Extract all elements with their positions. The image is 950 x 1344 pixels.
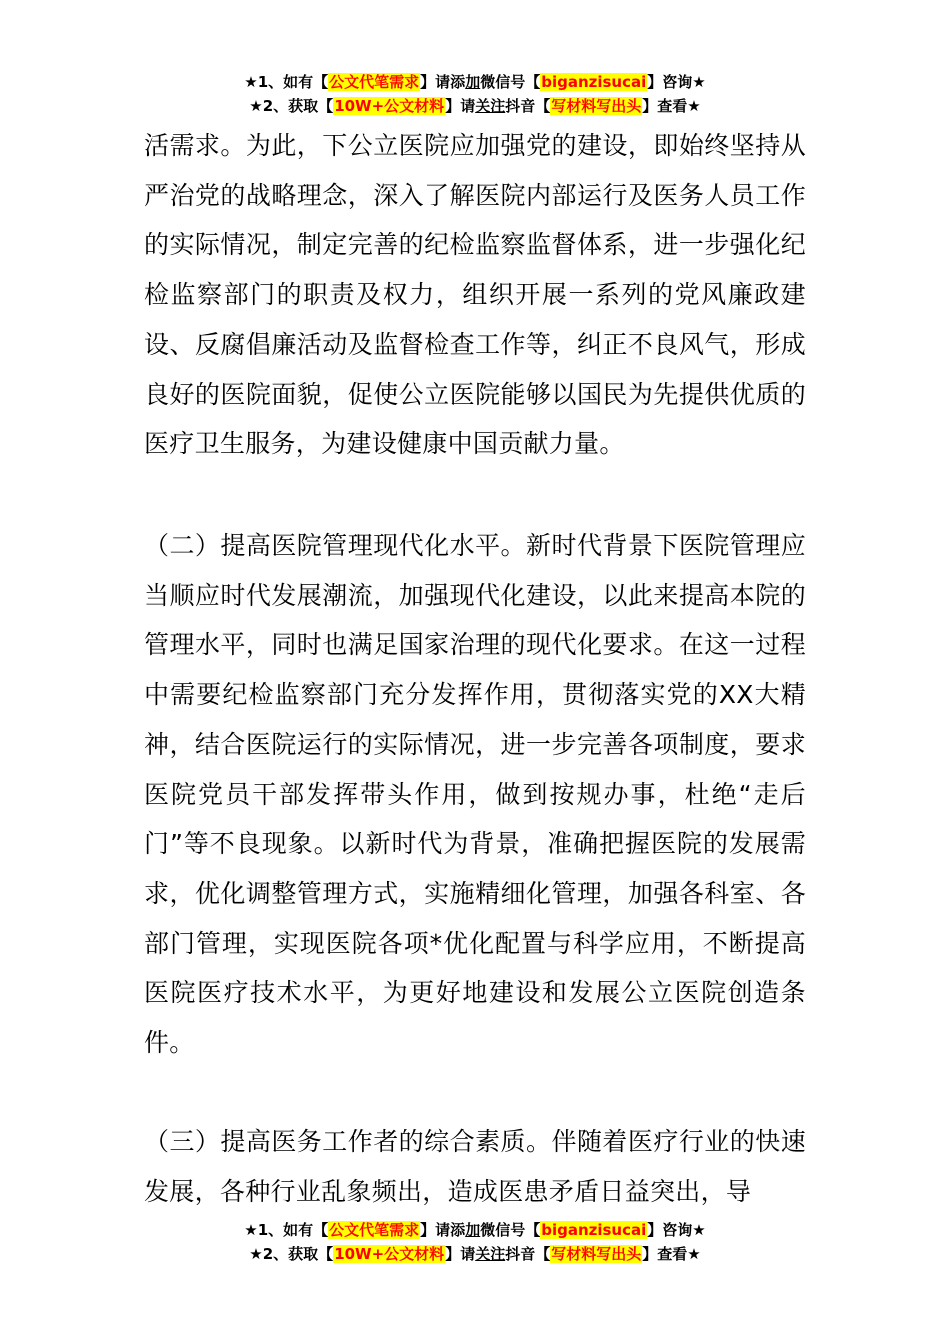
paragraph-2: （二）提高医院管理现代化水平。新时代背景下医院管理应当顺应时代发展潮流，加强现代化建设，以此来提高本院的管理水平，同时也满足国家治理的现代化要求。在这一过程中需要纪检监察部门充分发挥作用，贯彻落实党的XX大精神，结合医院运行的实际情况，进一步完善各项制度，要求医院党员干部发挥带头作用，做到按规办事，杜绝“走后门”等不良现象。以新时代为背景，准确把握医院的发展需求，优化调整管理方式，实施精细化管理，加强各科室、各部门管理，实现医院各项*优化配置与科学应用，不断提高医院医疗技术水平，为更好地建设和发展公立医院创造条件。 [144,531,806,1058]
banner-text: 微信号【 [480,73,541,91]
banner-highlight: 10W+公文材料 [334,1245,445,1263]
banner-text: 】请添 [420,73,466,91]
paragraph-1: 活需求。为此，下公立医院应加强党的建设，即始终坚持从严治党的战略理念，深入了解医院内部运行及医务人员工作的实际情况，制定完善的纪检监察监督体系，进一步强化纪检监察部门的职责及权力，组织开展一系列的党风廉政建设、反腐倡廉活动及监督检查工作等，纠正不良风气，形成良好的医院面貌，促使公立医院能够以国民为先提供优质的医疗卫生服务，为建设健康中国贡献力量。 [144,131,806,459]
banner-text: ★1、如有【 [244,73,329,91]
footer-banner [0,1218,950,1266]
banner-text: 】咨询★ [647,73,706,91]
banner-line-1 [0,1218,950,1242]
banner-underlined: 加 [465,73,481,91]
banner-underlined: 关注 [475,1245,506,1263]
banner-text: ★1、如有【 [244,1221,329,1239]
banner-highlight: 公文代笔需求 [329,1221,420,1239]
banner-text: 】请 [445,97,476,115]
banner-highlight: 10W+公文材料 [334,97,445,115]
banner-text: 】查看★ [642,1245,701,1263]
banner-text: 抖音【 [505,97,551,115]
banner-douyin-id: 写材料写出头 [551,97,642,115]
banner-text: 微信号【 [480,1221,541,1239]
banner-text: ★2、获取【 [249,1245,334,1263]
banner-line-2 [0,1242,950,1266]
banner-douyin-id: 写材料写出头 [551,1245,642,1263]
paragraph-3: （三）提高医务工作者的综合素质。伴随着医疗行业的快速发展，各种行业乱象频出，造成医患矛盾日益突出，导 [144,1127,806,1206]
banner-wechat-id: biganzisucai [541,1221,647,1239]
banner-text: 抖音【 [505,1245,551,1263]
banner-highlight: 公文代笔需求 [329,73,420,91]
banner-text: ★2、获取【 [249,97,334,115]
banner-underlined: 关注 [475,97,506,115]
banner-text: 】请 [445,1245,476,1263]
banner-text: 】查看★ [642,97,701,115]
banner-text: 】咨询★ [647,1221,706,1239]
banner-wechat-id: biganzisucai [541,73,647,91]
banner-text: 】请添 [420,1221,466,1239]
header-banner [0,70,950,118]
banner-underlined: 加 [465,1221,481,1239]
banner-line-1 [0,70,950,94]
banner-line-2 [0,94,950,118]
